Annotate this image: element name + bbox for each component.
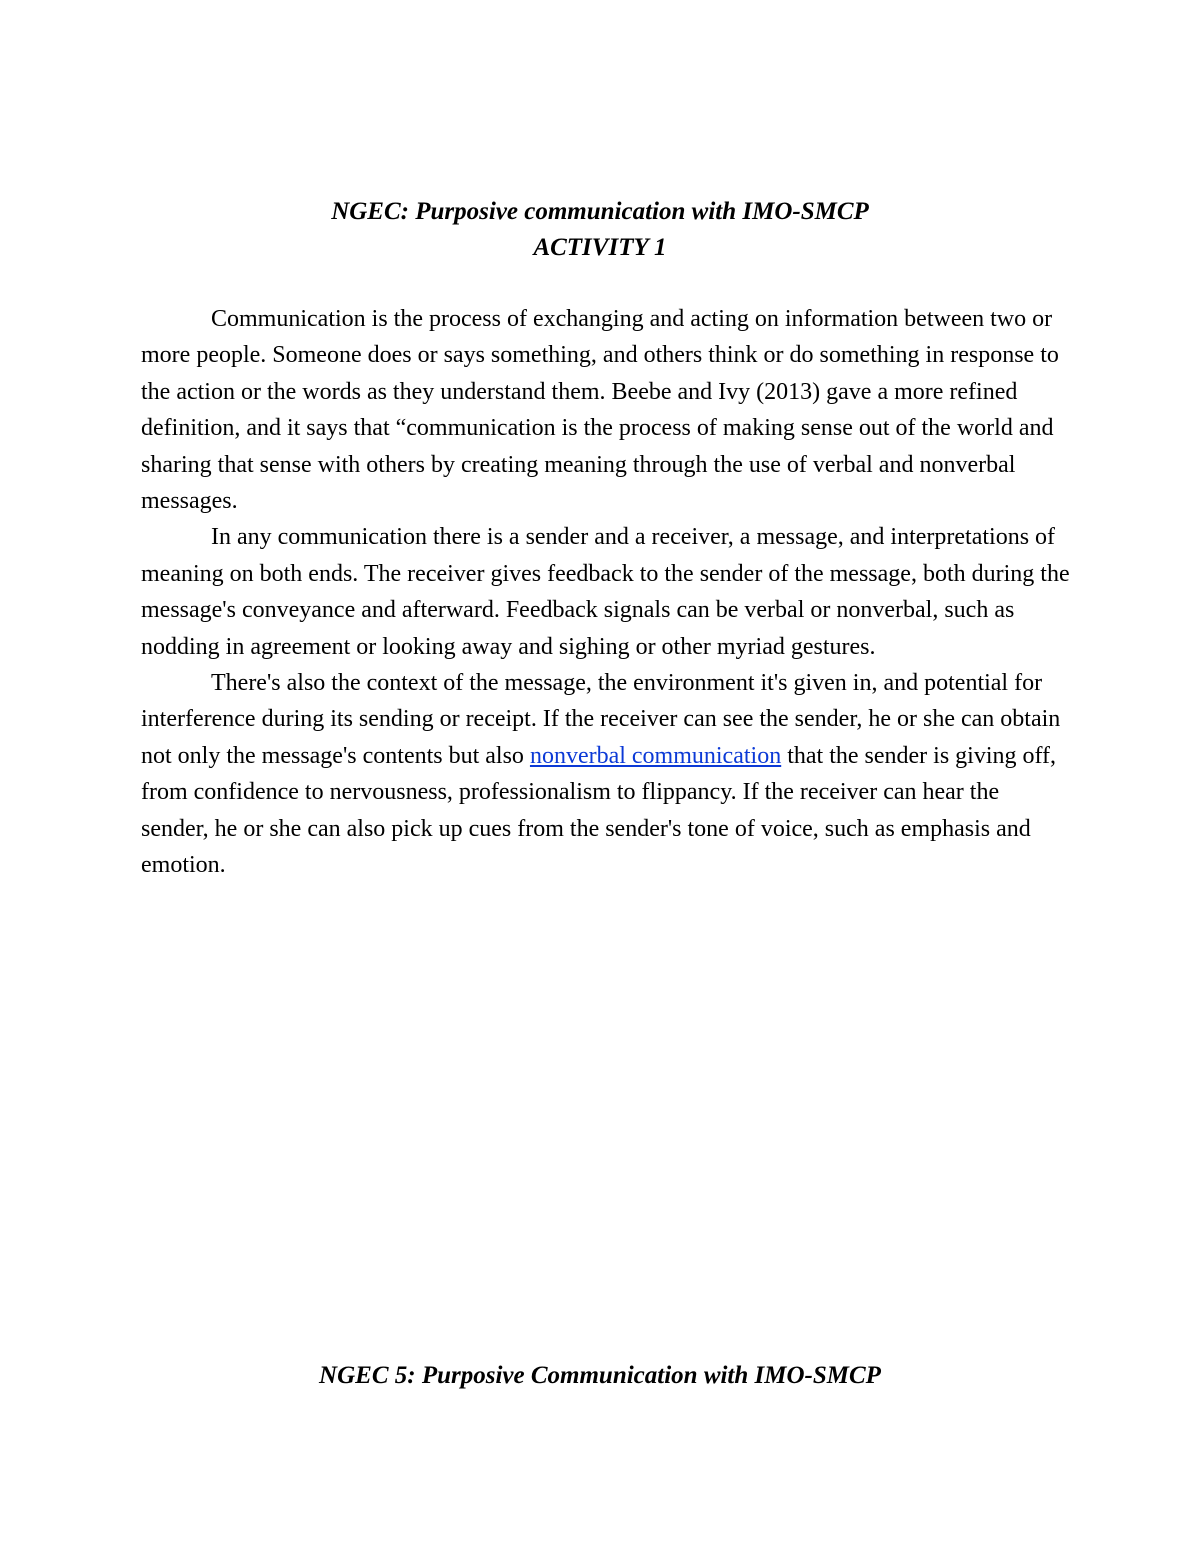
page-subtitle: ACTIVITY 1	[533, 234, 667, 261]
paragraph-3-text-after-link: that the sender is giving off, from confidence to nervousness, professionalism to flippancy. If the receiver can hear the sender, he or she can also pick up cues from the sender's tone of voice, such as emphasis and emotion.	[141, 742, 1057, 879]
paragraph-2: In any communication there is a sender and a receiver, a message, and interpretations of meaning on both ends. The receiver gives feedback to the sender of the message, both during the message's conveyance and afterward. Feedback signals can be verbal or nonverbal, such as nodding in agreement or looking away and sighing or other myriad gestures.	[141, 524, 1070, 660]
page-footer: NGEC 5: Purposive Communication with IMO-SMCP	[319, 1362, 881, 1389]
paragraph-1: Communication is the process of exchanging and acting on information between two or more people. Someone does or says something, and others think or do something in response to the action or the words as they understand them. Beebe and Ivy (2013) gave a more refined definition, and it says that “communication is the process of making sense out of the world and sharing that sense with others by creating meaning through the use of verbal and nonverbal messages.	[141, 306, 1059, 515]
page-title: NGEC: Purposive communication with IMO-SMCP	[331, 198, 869, 225]
nonverbal-communication-link[interactable]: nonverbal communication	[529, 742, 782, 769]
paragraph-3	[141, 665, 1071, 883]
paragraph-3-text-before-link: There's also the context of the message, the environment it's given in, and potential for interference during its sending or receipt. If the receiver can see the sender, he or she can obtain not only the message's contents but also	[141, 670, 1061, 769]
document-body	[141, 301, 1071, 884]
